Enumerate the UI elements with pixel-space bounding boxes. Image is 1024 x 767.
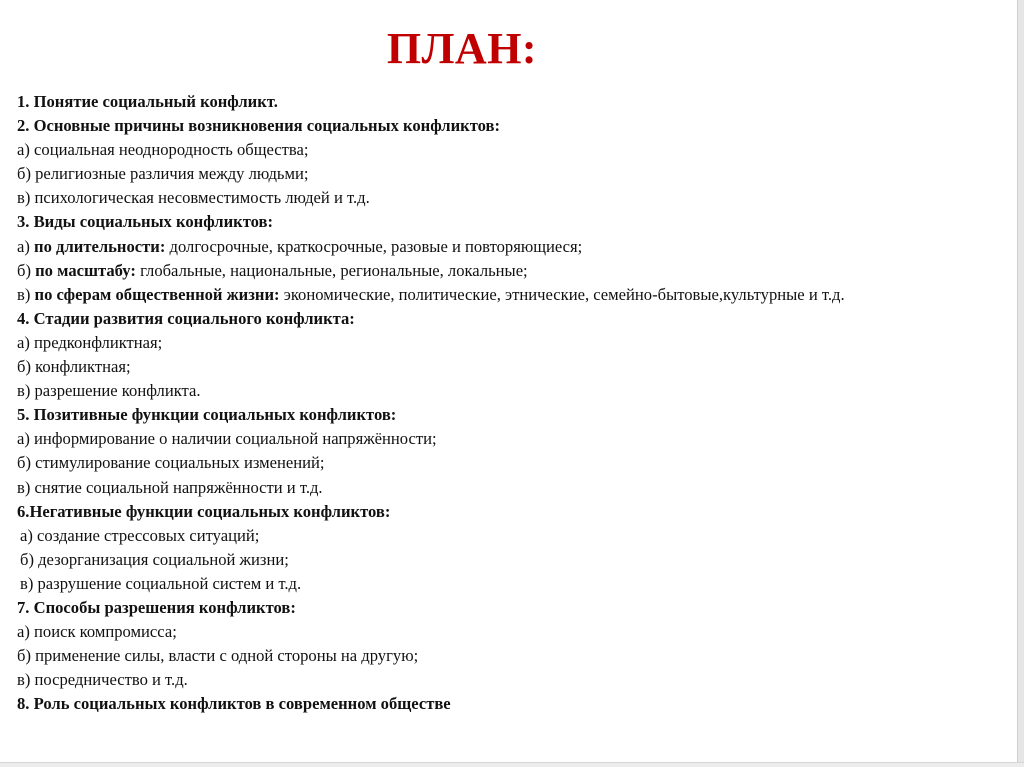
item-rest: экономические, политические, этнические, семейно-бытовые,культурные и т.д. — [279, 284, 845, 304]
item-prefix: б) — [17, 260, 36, 280]
plan-heading-5: 5. Позитивные функции социальных конфликтов: — [17, 405, 397, 425]
item-rest: долгосрочные, краткосрочные, разовые и повторяющиеся; — [165, 236, 583, 256]
plan-item: а) социальная неоднородность общества; — [17, 140, 309, 160]
plan-item-mixed — [17, 259, 1017, 283]
plan-heading-6: 6.Негативные функции социальных конфликтов: — [17, 501, 391, 521]
item-bold-label: по масштабу: — [35, 260, 136, 280]
page-title: ПЛАН: — [386, 24, 538, 73]
plan-list — [17, 90, 1017, 716]
plan-item: в) психологическая несовместимость людей и т.д. — [17, 188, 370, 208]
item-rest: глобальные, национальные, региональные, локальные; — [135, 260, 528, 280]
plan-item: а) поиск компромисса; — [17, 622, 177, 642]
plan-item: в) снятие социальной напряжённости и т.д. — [17, 477, 323, 497]
item-bold-label: по сферам общественной жизни: — [34, 284, 280, 304]
plan-item-mixed — [17, 283, 1017, 307]
plan-item: в) разрешение конфликта. — [17, 381, 201, 401]
plan-item: а) информирование о наличии социальной напряжённости; — [17, 429, 437, 449]
plan-item-mixed — [17, 235, 1017, 259]
plan-item: б) конфликтная; — [17, 357, 131, 377]
item-prefix: в) — [17, 284, 35, 304]
plan-item: б) стимулирование социальных изменений; — [17, 453, 325, 473]
plan-heading-4: 4. Стадии развития социального конфликта: — [17, 308, 355, 328]
plan-item: а) предконфликтная; — [17, 332, 163, 352]
page-edge-bottom — [0, 762, 1024, 767]
plan-heading-3: 3. Виды социальных конфликтов: — [17, 212, 273, 232]
plan-item: в) разрушение социальной систем и т.д. — [20, 573, 302, 593]
page-edge-right — [1017, 0, 1024, 767]
plan-heading-2: 2. Основные причины возникновения социальных конфликтов: — [17, 116, 501, 136]
plan-item: в) посредничество и т.д. — [17, 670, 188, 690]
plan-item: б) дезорганизация социальной жизни; — [20, 549, 289, 569]
plan-heading-8: 8. Роль социальных конфликтов в современном обществе — [17, 694, 451, 714]
plan-heading-1: 1. Понятие социальный конфликт. — [17, 92, 278, 111]
item-prefix: а) — [17, 236, 35, 256]
plan-item: а) создание стрессовых ситуаций; — [20, 525, 260, 545]
item-bold-label: по длительности: — [34, 236, 166, 256]
plan-item: б) религиозные различия между людьми; — [17, 164, 309, 184]
plan-item: б) применение силы, власти с одной стороны на другую; — [17, 646, 419, 666]
plan-heading-7: 7. Способы разрешения конфликтов: — [17, 597, 296, 617]
